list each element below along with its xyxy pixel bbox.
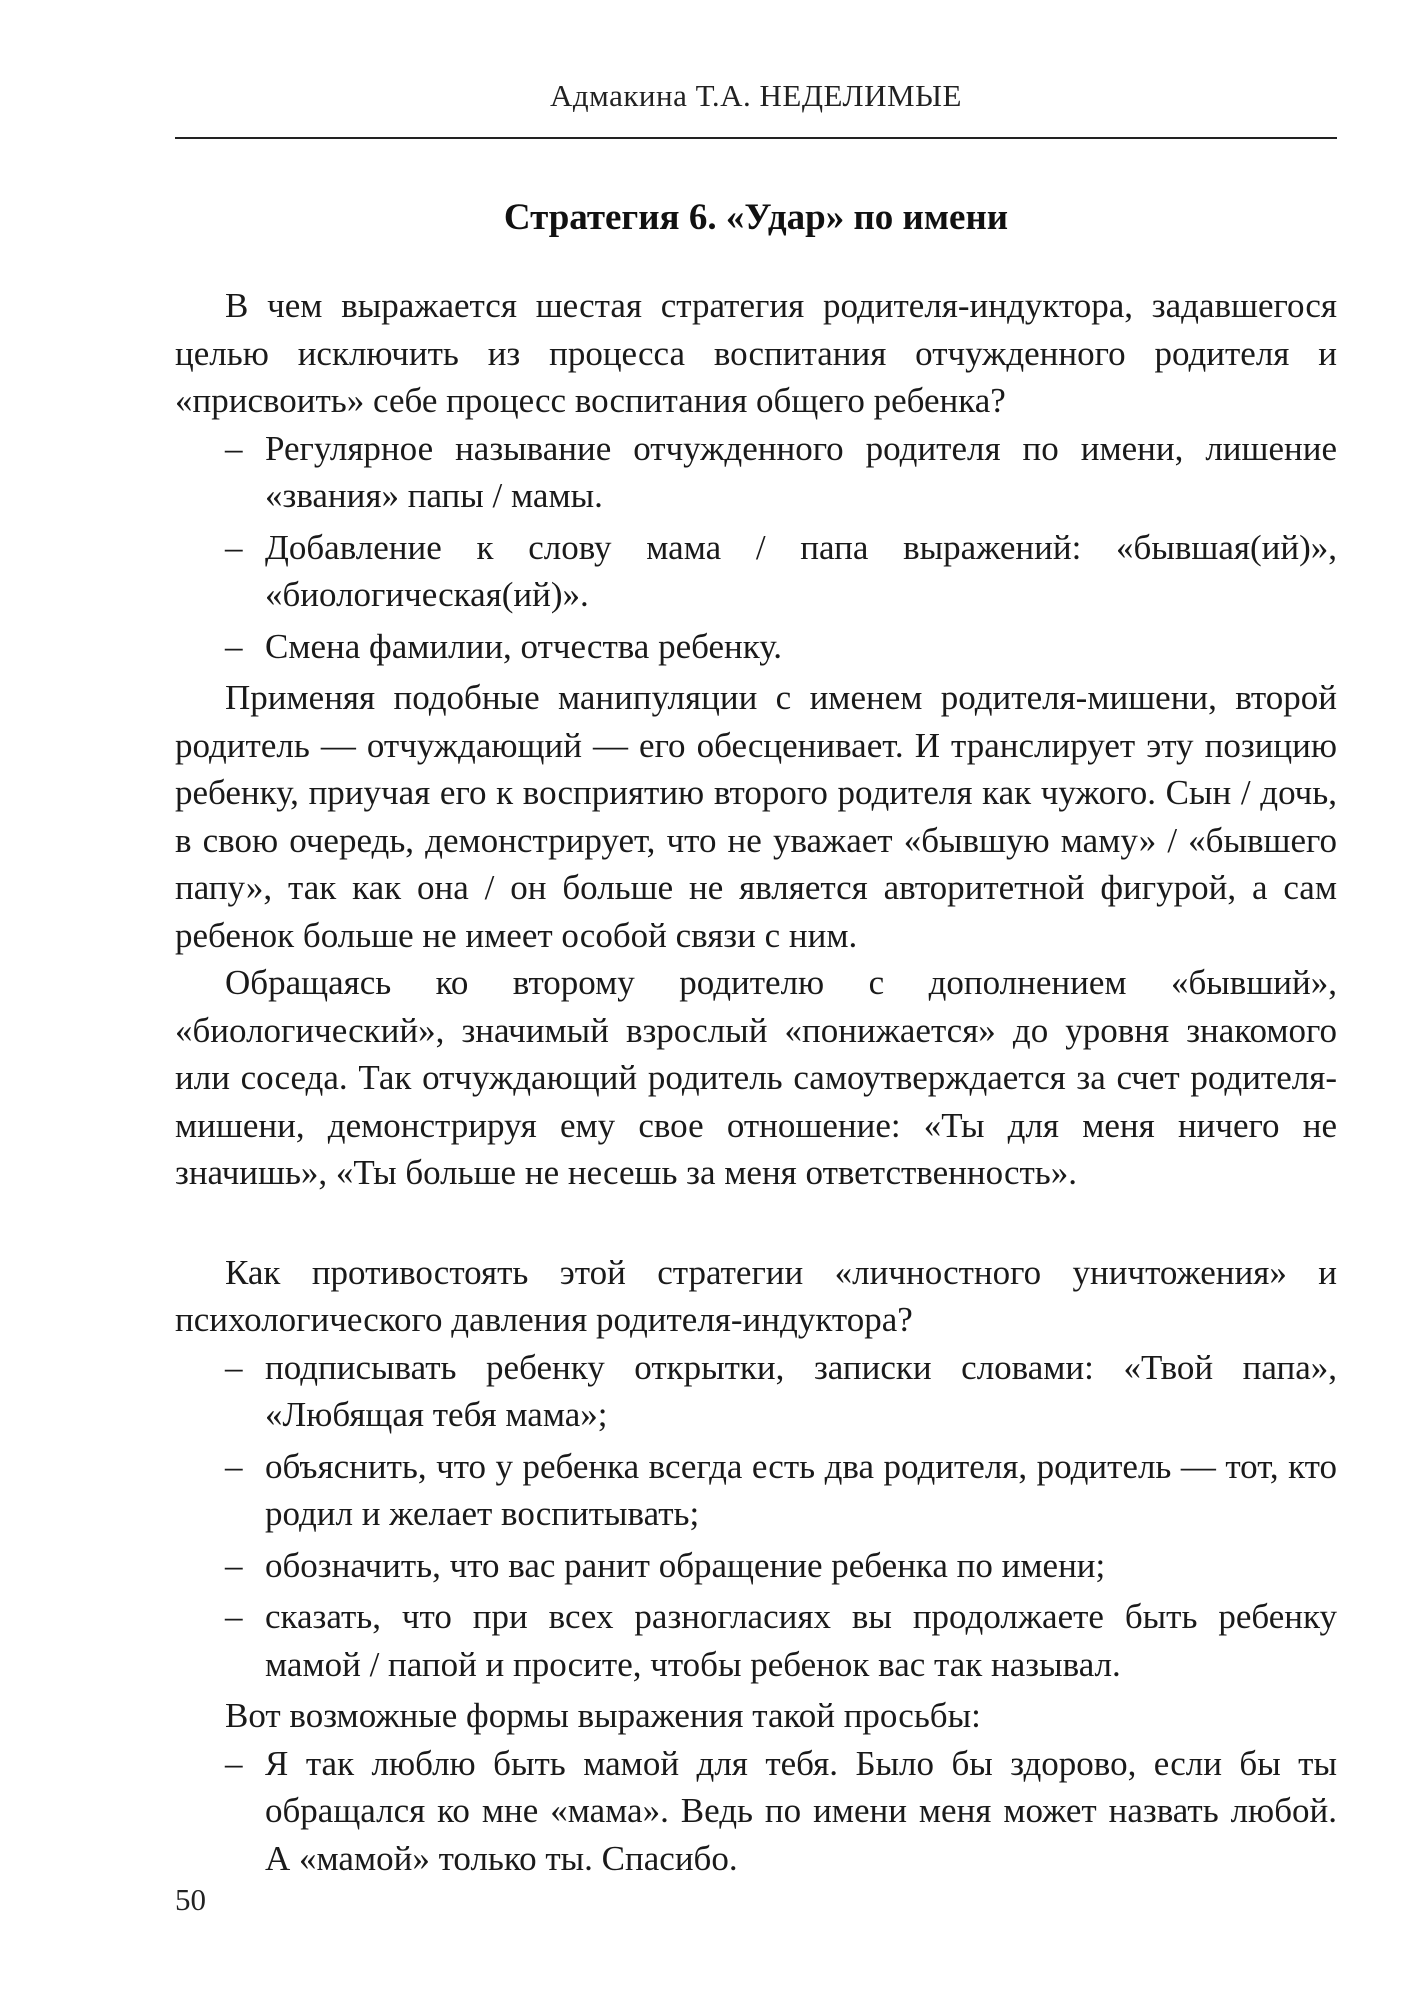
dash-marker: –	[225, 428, 243, 468]
page-number: 50	[175, 1882, 206, 1917]
header-rule	[175, 137, 1337, 139]
section-title: Стратегия 6. «Удар» по имени	[503, 197, 1009, 238]
dash-marker: –	[225, 1446, 243, 1486]
question-paragraph: Как противостоять этой стратегии «личностного уничтожения» и психологического давления родителя-индуктора?	[175, 1252, 1337, 1339]
dash-marker: –	[225, 1347, 243, 1387]
list-item: – Регулярное называние отчужденного родителя по имени, лишение «звания» папы / мамы.	[175, 425, 1337, 520]
dash-marker: –	[225, 527, 243, 567]
dash-marker: –	[225, 626, 243, 666]
list-item: – подписывать ребенку открытки, записки словами: «Твой папа», «Любящая тебя мама»;	[175, 1344, 1337, 1439]
dash-marker: –	[225, 1743, 243, 1783]
list-item: – объяснить, что у ребенка всегда есть два родителя, родитель — тот, кто родил и желает воспитывать;	[175, 1443, 1337, 1538]
example-list	[175, 1740, 1337, 1883]
paragraph: Применяя подобные манипуляции с именем родителя-мишени, второй родитель — отчуждающий — его обесценивает. И транслирует эту позицию ребенку, приучая его к восприятию второго родителя как чужого. Сын / дочь, в свою очередь, демонстрирует, что не уважает «бывшую маму» / «бывшего папу», так как она / он больше не является авторитетной фигурой, а сам ребенок больше не имеет особой связи с ним.	[175, 678, 1337, 955]
body-text	[175, 282, 1337, 1886]
running-head: Адмакина Т.А. НЕДЕЛИМЫЕ	[550, 78, 962, 113]
list-item: – Я так люблю быть мамой для тебя. Было бы здорово, если бы ты обращался ко мне «мама». Ведь по имени меня может назвать любой. А «мамой» только ты. Спасибо.	[175, 1740, 1337, 1883]
countermeasure-list	[175, 1344, 1337, 1689]
intro-paragraph: В чем выражается шестая стратегия родителя-индуктора, задавшегося целью исключить из процесса воспитания отчужденного родителя и «присвоить» себе процесс воспитания общего ребенка?	[175, 286, 1337, 420]
section-gap	[175, 1197, 1337, 1249]
paragraph: Обращаясь ко второму родителю с дополнением «бывший», «биологический», значимый взрослый «понижается» до уровня знакомого или соседа. Так отчуждающий родитель самоутверждается за счет родителя-мишени, демонстрируя ему свое отношение: «Ты для меня ничего не значишь», «Ты больше не несешь за меня ответственность».	[175, 963, 1337, 1192]
dash-marker: –	[225, 1545, 243, 1585]
strategy-list	[175, 425, 1337, 671]
dash-marker: –	[225, 1597, 243, 1636]
list-item: – сказать, что при всех разногласиях вы продолжаете быть ребенку мамой / папой и просите, чтобы ребенок вас так называл.	[175, 1593, 1337, 1688]
paragraph: Вот возможные формы выражения такой просьбы:	[225, 1696, 981, 1735]
list-item: – Добавление к слову мама / папа выражений: «бывшая(ий)», «биологическая(ий)».	[175, 524, 1337, 619]
list-item: – Смена фамилии, отчества ребенку.	[175, 623, 1337, 671]
list-item: – обозначить, что вас ранит обращение ребенка по имени;	[175, 1542, 1337, 1590]
